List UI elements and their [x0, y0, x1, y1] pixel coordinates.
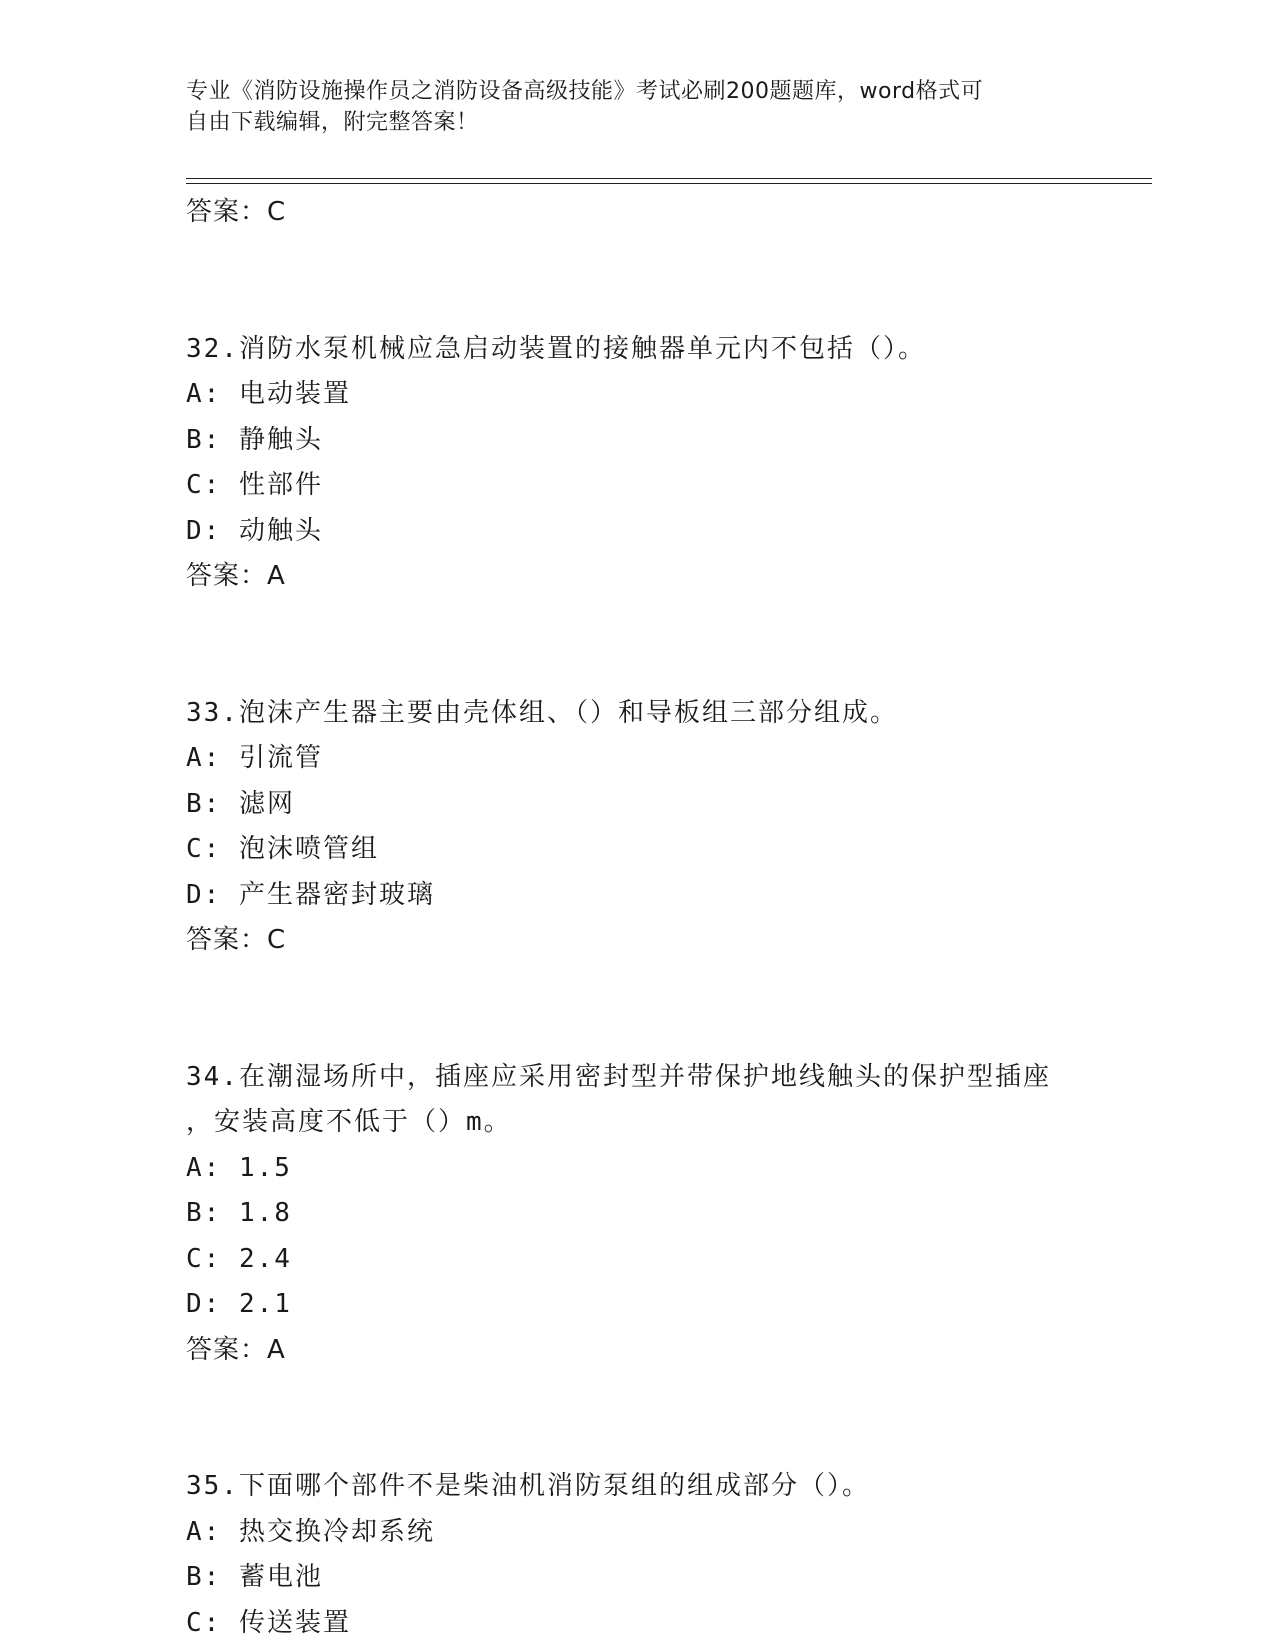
question-34: [186, 1055, 1086, 1374]
option-c: C: 性部件: [186, 470, 323, 500]
spacer: [186, 964, 1086, 1055]
option-a: A: 引流管: [186, 743, 323, 773]
spacer: [186, 1373, 1086, 1464]
question-text-continued: ，安装高度不低于（）m。: [186, 1107, 512, 1137]
question-35: [186, 1464, 1086, 1646]
header-line-1: 专业《消防设施操作员之消防设备高级技能》考试必刷200题题库，word格式可: [186, 79, 984, 104]
option-a: A: 1.5: [186, 1152, 292, 1183]
spacer: [186, 236, 1086, 327]
header-divider-thick: [186, 178, 1152, 179]
option-b: B: 滤网: [186, 788, 295, 819]
document-header: [186, 76, 1066, 138]
option-d: D: 2.1: [186, 1289, 292, 1319]
option-d: D: 动触头: [186, 515, 323, 546]
question-32: [186, 327, 1086, 600]
option-a: A: 电动装置: [186, 379, 351, 409]
option-b: B: 1.8: [186, 1198, 292, 1228]
header-divider-thin: [186, 183, 1152, 184]
option-c: C: 传送装置: [186, 1607, 351, 1638]
header-line-2: 自由下载编辑，附完整答案！: [186, 110, 479, 135]
answer-line: 答案：C: [186, 197, 287, 227]
spacer: [186, 600, 1086, 691]
question-text: 32.消防水泵机械应急启动装置的接触器单元内不包括（）。: [186, 333, 926, 364]
answer-line: 答案：C: [186, 925, 287, 955]
option-c: C: 2.4: [186, 1243, 292, 1274]
question-text: 33.泡沫产生器主要由壳体组、（）和导板组三部分组成。: [186, 697, 898, 728]
option-b: B: 静触头: [186, 424, 323, 455]
option-d: D: 产生器密封玻璃: [186, 879, 435, 910]
question-text: 34.在潮湿场所中，插座应采用密封型并带保护地线触头的保护型插座: [186, 1061, 1051, 1092]
answer-line: 答案：A: [186, 1334, 286, 1365]
option-a: A: 热交换冷却系统: [186, 1516, 435, 1547]
option-c: C: 泡沫喷管组: [186, 834, 379, 864]
question-list: [186, 190, 1086, 1646]
answer-line: 答案：A: [186, 561, 286, 591]
option-b: B: 蓄电池: [186, 1562, 323, 1592]
question-text: 35.下面哪个部件不是柴油机消防泵组的组成部分（）。: [186, 1471, 870, 1501]
question-33: [186, 691, 1086, 964]
